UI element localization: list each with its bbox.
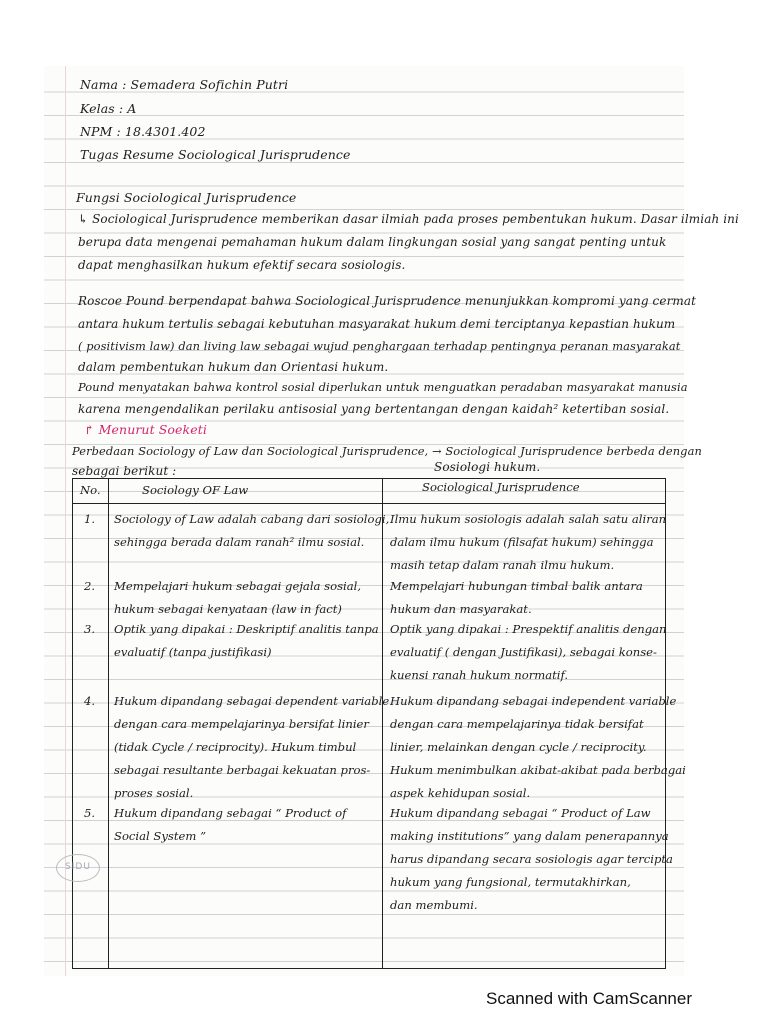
cell-line: Mempelajari hubungan timbal balik antara	[390, 579, 643, 593]
table-row	[114, 508, 389, 554]
cell-line: Sociology of Law adalah cabang dari sosiologi,	[114, 512, 390, 526]
cell-line: dengan cara mempelajarinya bersifat linier	[114, 717, 369, 731]
cell-line: kuensi ranah hukum normatif.	[390, 668, 569, 682]
table-column-divider	[108, 478, 109, 968]
cell-line: Optik yang dipakai : Deskriptif analitis tanpa	[114, 622, 379, 636]
cell-line: (tidak Cycle / reciprocity). Hukum timbul	[114, 740, 357, 754]
table-row	[390, 690, 686, 805]
cell-line: linier, melainkan dengan cycle / reciprocity.	[390, 740, 647, 754]
cell-line: dan membumi.	[390, 898, 478, 912]
table-row	[390, 508, 666, 577]
cell-line: sehingga berada dalam ranah² ilmu sosial.	[114, 535, 365, 549]
cell-line: Hukum menimbulkan akibat-akibat pada berbagai	[390, 763, 686, 777]
row-number: 1.	[84, 512, 96, 526]
header-sociology-of-law: Sociology OF Law	[142, 483, 249, 497]
cell-line: making institutions” yang dalam penerapannya	[390, 829, 669, 843]
cell-line: harus dipandang secara sosiologis agar tercipta	[390, 852, 673, 866]
table-border	[72, 968, 666, 969]
cell-line: Mempelajari hukum sebagai gejala sosial,	[114, 579, 362, 593]
pound-line-2: karena mengendalikan perilaku antisosial yang bertentangan dengan kaidah² ketertiban sosial.	[78, 402, 670, 416]
comparison-table	[72, 478, 686, 968]
cell-line: hukum sebagai kenyataan (law in fact)	[114, 602, 342, 616]
fungsi-line-2: berupa data mengenai pemahaman hukum dalam lingkungan sosial yang sangat penting untuk	[78, 235, 667, 249]
sidu-logo-stamp: SIDU	[56, 854, 100, 882]
cell-line: Social System ”	[114, 829, 206, 843]
margin-line	[65, 66, 66, 976]
assignment-title: Tugas Resume Sociological Jurisprudence	[80, 147, 351, 162]
roscoe-line-2: antara hukum tertulis sebagai kebutuhan masyarakat hukum demi terciptanya kepastian hukum	[78, 317, 676, 331]
roscoe-line-4: dalam pembentukan hukum dan Orientasi hukum.	[78, 360, 389, 374]
header-no: No.	[80, 483, 101, 497]
section-title-fungsi: Fungsi Sociological Jurisprudence	[76, 190, 297, 205]
table-border	[72, 478, 73, 968]
roscoe-line-1: Roscoe Pound berpendapat bahwa Sociological Jurisprudence menunjukkan kompromi yang cermat	[78, 294, 697, 308]
cell-line: Optik yang dipakai : Prespektif analitis dengan	[390, 622, 667, 636]
perbedaan-line-2-right: Sosiologi hukum.	[434, 460, 541, 474]
fungsi-line-1: ↳ Sociological Jurisprudence memberikan dasar ilmiah pada proses pembentukan hukum. Dasar ilmiah ini	[78, 212, 739, 226]
cell-line: Hukum dipandang sebagai dependent variable	[114, 694, 390, 708]
row-number: 3.	[84, 622, 96, 636]
cell-line: evaluatif (tanpa justifikasi)	[114, 645, 272, 659]
cell-line: Hukum dipandang sebagai “ Product of Law	[390, 806, 651, 820]
perbedaan-line-2: sebagai berikut :	[72, 464, 177, 478]
cell-line: Ilmu hukum sosiologis adalah salah satu aliran	[390, 512, 667, 526]
cell-line: aspek kehidupan sosial.	[390, 786, 531, 800]
row-number: 5.	[84, 806, 96, 820]
cell-line: dengan cara mempelajarinya tidak bersifat	[390, 717, 644, 731]
table-row	[114, 575, 361, 621]
cell-line: Hukum dipandang sebagai “ Product of	[114, 806, 347, 820]
pound-line-1: Pound menyatakan bahwa kontrol sosial diperlukan untuk menguatkan peradaban masyarakat manusia	[78, 380, 688, 394]
cell-line: masih tetap dalam ranah ilmu hukum.	[390, 558, 615, 572]
cell-line: proses sosial.	[114, 786, 194, 800]
fungsi-line-3: dapat menghasilkan hukum efektif secara sosiologis.	[78, 258, 406, 272]
roscoe-line-3: ( positivism law) dan living law sebagai wujud penghargaan terhadap pentingnya peranan masyarakat	[78, 339, 681, 353]
cell-line: hukum yang fungsional, termutakhirkan,	[390, 875, 631, 889]
menurut-soeketi: ↱ Menurut Soeketi	[84, 422, 207, 437]
header-sociological-jurisprudence: Sociological Jurisprudence	[422, 480, 580, 494]
table-row	[390, 618, 667, 687]
row-number: 2.	[84, 579, 96, 593]
cell-line: hukum dan masyarakat.	[390, 602, 532, 616]
row-number: 4.	[84, 694, 96, 708]
table-header-divider	[72, 503, 666, 504]
scanner-watermark: Scanned with CamScanner	[485, 989, 692, 1008]
cell-line: Hukum dipandang sebagai independent variable	[390, 694, 677, 708]
student-class: Kelas : A	[80, 101, 137, 116]
cell-line: dalam ilmu hukum (filsafat hukum) sehingga	[390, 535, 654, 549]
notebook-page	[44, 66, 739, 976]
table-row	[114, 802, 346, 848]
table-row	[114, 618, 379, 664]
student-npm: NPM : 18.4301.402	[80, 124, 206, 139]
perbedaan-line-1: Perbedaan Sociology of Law dan Sociological Jurisprudence, → Sociological Jurisprudence berbeda dengan	[72, 444, 702, 458]
table-row	[390, 575, 643, 621]
student-name: Nama : Semadera Sofichin Putri	[80, 77, 289, 92]
cell-line: evaluatif ( dengan Justifikasi), sebagai konse-	[390, 645, 657, 659]
table-row	[114, 690, 389, 805]
table-row	[390, 802, 673, 917]
cell-line: sebagai resultante berbagai kekuatan pros-	[114, 763, 371, 777]
